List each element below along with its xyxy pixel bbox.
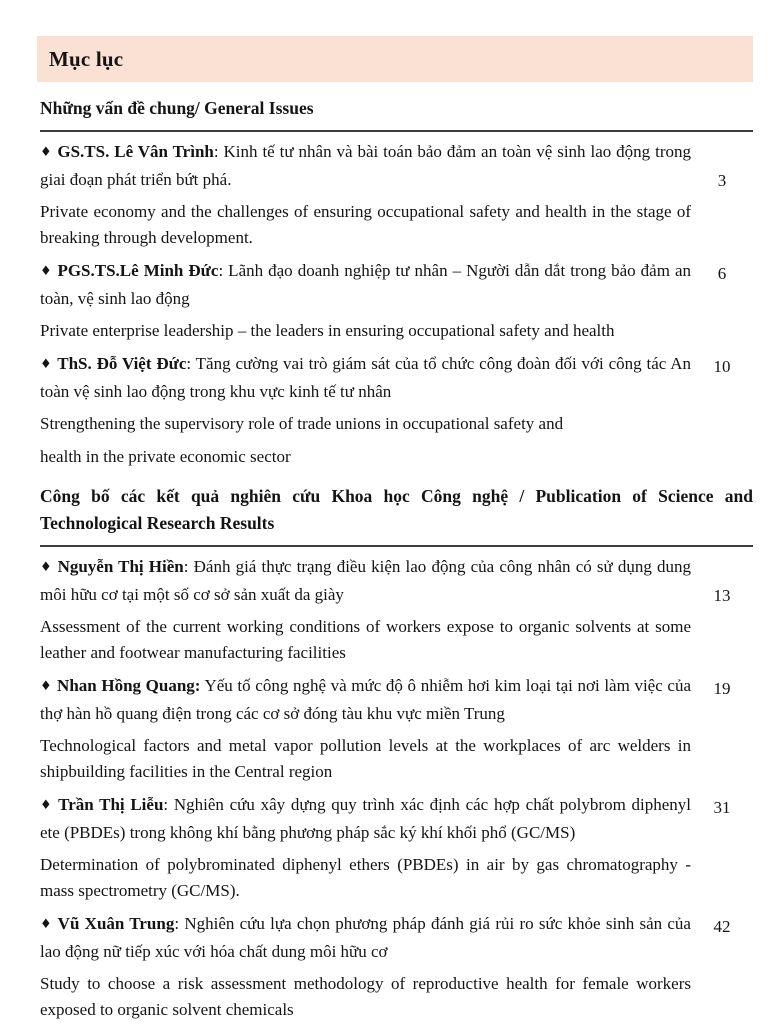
section-divider bbox=[40, 545, 753, 547]
entry-text bbox=[40, 792, 691, 904]
toc-entry bbox=[40, 792, 753, 904]
entry-title-en: Determination of polybrominated diphenyl ethers (PBDEs) in air by gas chromatography - mass spectrometry (GC/MS). bbox=[40, 855, 691, 900]
entry-text bbox=[40, 258, 691, 344]
entry-title-en: Technological factors and metal vapor pollution levels at the workplaces of arc welders in shipbuilding facilities in the Central region bbox=[40, 736, 691, 781]
entry-page-number: 3 bbox=[717, 171, 727, 190]
entry-author: Nhan Hồng Quang: bbox=[57, 676, 201, 695]
diamond-bullet-icon: ♦ bbox=[40, 145, 53, 160]
entry-page-number: 6 bbox=[717, 264, 727, 283]
entry-author: Trần Thị Liễu bbox=[58, 795, 164, 814]
entry-title-vi-text: : Kinh tế tư nhân và bài toán bảo đảm an toàn vệ sinh lao động trong giai đoạn phát triển bứt phá. bbox=[40, 142, 691, 189]
toc-entry bbox=[40, 351, 753, 470]
entries-publications bbox=[40, 554, 753, 1023]
entry-title-vi-text: : Tăng cường vai trò giám sát của tổ chức công đoàn đối với công tác An toàn vệ sinh lao động trong khu vực kinh tế tư nhân bbox=[40, 354, 691, 401]
diamond-bullet-icon: ♦ bbox=[40, 798, 54, 813]
toc-entry bbox=[40, 673, 753, 785]
entry-title-vi-text: : Nghiên cứu lựa chọn phương pháp đánh giá rủi ro sức khỏe sinh sản của lao động nữ tiếp xúc với hóa chất dung môi hữu cơ bbox=[40, 914, 691, 961]
entry-title-en: Study to choose a risk assessment methodology of reproductive health for female workers exposed to organic solvent chemicals bbox=[40, 974, 691, 1019]
entry-author: GS.TS. Lê Vân Trình bbox=[57, 142, 214, 161]
entry-page-number: 19 bbox=[713, 679, 731, 698]
toc-entry bbox=[40, 911, 753, 1023]
section-divider bbox=[40, 130, 753, 132]
diamond-bullet-icon: ♦ bbox=[40, 357, 53, 372]
entry-title-vi bbox=[40, 258, 691, 312]
entry-title-vi bbox=[40, 351, 691, 405]
entry-author: Nguyễn Thị Hiền bbox=[57, 557, 184, 576]
entry-text bbox=[40, 554, 691, 666]
entry-title-en-continued: health in the private economic sector bbox=[40, 447, 291, 466]
entry-page-number: 42 bbox=[713, 917, 731, 936]
entry-page-number: 13 bbox=[713, 586, 731, 605]
entry-title-vi bbox=[40, 911, 691, 965]
entry-page-number: 10 bbox=[713, 357, 731, 376]
entry-author: Vũ Xuân Trung bbox=[57, 914, 175, 933]
entry-page-number: 31 bbox=[713, 798, 731, 817]
entry-title-en: Private economy and the challenges of ensuring occupational safety and health in the stage of breaking through development. bbox=[40, 202, 691, 247]
toc-entry bbox=[40, 258, 753, 344]
entry-title-vi-text: Yếu tố công nghệ và mức độ ô nhiễm hơi kim loại tại nơi làm việc của thợ hàn hồ quang điện trong các cơ sở đóng tàu khu vực miền Trung bbox=[40, 676, 691, 723]
toc-entry bbox=[40, 139, 753, 251]
entry-text bbox=[40, 139, 691, 251]
entry-title-vi bbox=[40, 673, 691, 727]
diamond-bullet-icon: ♦ bbox=[40, 560, 53, 575]
entry-title-vi bbox=[40, 139, 691, 193]
page-title: Mục lục bbox=[49, 46, 124, 71]
diamond-bullet-icon: ♦ bbox=[40, 264, 53, 279]
entry-title-vi-text: : Nghiên cứu xây dựng quy trình xác định các hợp chất polybrom diphenyl ete (PBDEs) trong không khí bằng phương pháp sắc ký khí khối phổ (GC/MS) bbox=[40, 795, 692, 842]
entry-title-vi-text: : Đánh giá thực trạng điều kiện lao động của công nhân có sử dụng dung môi hữu cơ tại một số cơ sở sản xuất da giày bbox=[40, 557, 692, 604]
diamond-bullet-icon: ♦ bbox=[40, 917, 53, 932]
section-heading-general-issues: Những vấn đề chung/ General Issues bbox=[40, 98, 314, 118]
page-title-band bbox=[37, 36, 753, 82]
entry-title-vi bbox=[40, 554, 691, 608]
entry-text bbox=[40, 673, 691, 785]
entry-author: ThS. Đỗ Việt Đức bbox=[57, 354, 187, 373]
entry-title-vi bbox=[40, 792, 691, 846]
entry-text bbox=[40, 351, 691, 470]
entry-title-en: Strengthening the supervisory role of trade unions in occupational safety and bbox=[40, 414, 564, 433]
toc-entry bbox=[40, 554, 753, 666]
entry-author: PGS.TS.Lê Minh Đức bbox=[57, 261, 219, 280]
section-heading-publications: Công bố các kết quả nghiên cứu Khoa học Công nghệ / Publication of Science and Technological Research Results bbox=[40, 486, 753, 533]
entries-general-issues bbox=[40, 139, 753, 470]
entry-title-vi-text: : Lãnh đạo doanh nghiệp tư nhân – Người dẫn dắt trong bảo đảm an toàn, vệ sinh lao động bbox=[40, 261, 692, 308]
entry-title-en: Private enterprise leadership – the leaders in ensuring occupational safety and health bbox=[40, 321, 615, 340]
entry-text bbox=[40, 911, 691, 1023]
entry-title-en: Assessment of the current working conditions of workers expose to organic solvents at some leather and footwear manufacturing facilities bbox=[40, 617, 691, 662]
diamond-bullet-icon: ♦ bbox=[40, 679, 53, 694]
